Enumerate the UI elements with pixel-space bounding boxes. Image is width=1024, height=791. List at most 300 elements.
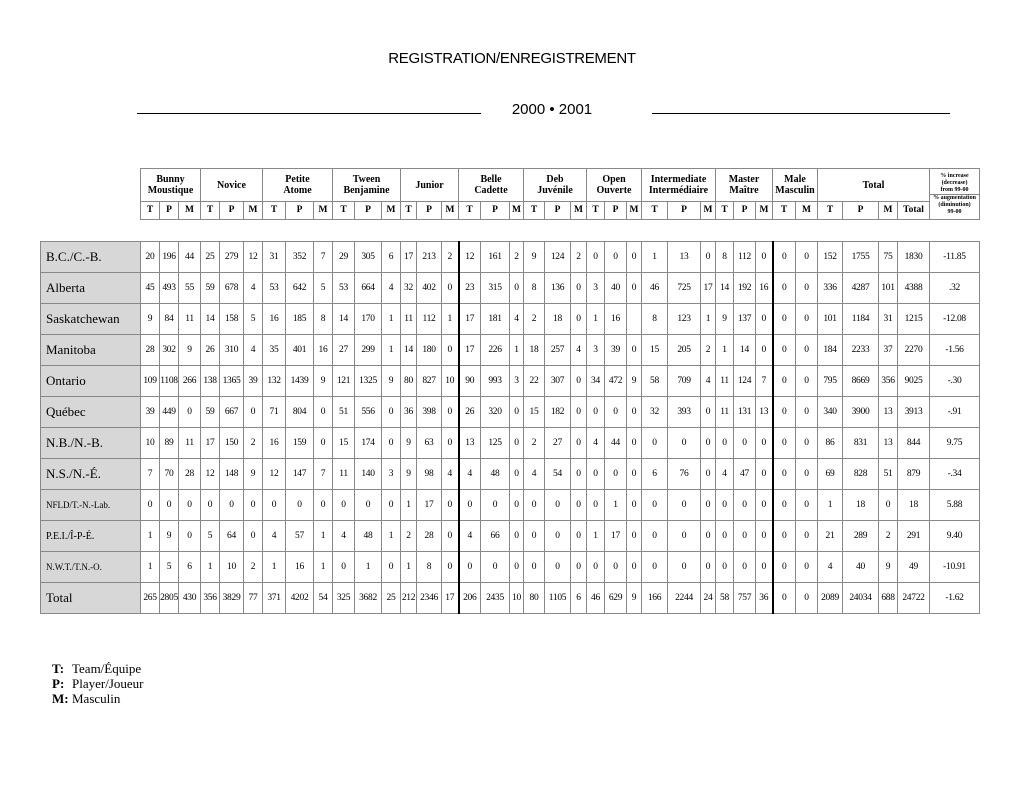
table-row	[41, 459, 980, 490]
table-cell: 192	[734, 273, 756, 304]
table-cell: 356	[879, 366, 898, 397]
table-cell: 0	[627, 490, 642, 521]
header-sub-label: M	[879, 202, 898, 220]
row-percent-change: -.30	[930, 366, 980, 397]
table-cell: 9	[314, 366, 333, 397]
table-cell: 18	[524, 335, 545, 366]
table-cell: 4	[263, 521, 286, 552]
table-cell	[627, 304, 642, 335]
table-cell: 26	[201, 335, 220, 366]
table-cell: 9	[401, 459, 417, 490]
table-cell: 31	[263, 242, 286, 273]
table-cell: 0	[773, 583, 796, 614]
table-cell: 0	[605, 552, 627, 583]
table-cell: 17	[442, 583, 459, 614]
table-cell: 1	[587, 304, 605, 335]
table-cell: 827	[417, 366, 442, 397]
table-cell: 0	[587, 459, 605, 490]
table-cell: 0	[333, 490, 355, 521]
table-cell: 0	[627, 521, 642, 552]
table-cell: 0	[314, 397, 333, 428]
table-cell: 0	[642, 490, 668, 521]
table-cell: 39	[605, 335, 627, 366]
table-cell: 2	[879, 521, 898, 552]
table-cell: 39	[244, 366, 263, 397]
table-cell: 0	[382, 397, 401, 428]
table-cell: 15	[333, 428, 355, 459]
table-cell: 90	[459, 366, 481, 397]
table-cell: 0	[796, 521, 818, 552]
table-cell: 53	[333, 273, 355, 304]
table-cell: 0	[627, 242, 642, 273]
table-cell: 9	[524, 242, 545, 273]
table-row	[41, 583, 980, 614]
table-cell: 170	[355, 304, 382, 335]
table-cell: 556	[355, 397, 382, 428]
table-cell: 16	[263, 428, 286, 459]
table-cell: 1105	[545, 583, 571, 614]
table-cell: 34	[587, 366, 605, 397]
table-cell: 29	[333, 242, 355, 273]
table-row	[41, 397, 980, 428]
table-cell: 46	[642, 273, 668, 304]
table-cell: 35	[263, 335, 286, 366]
table-cell: 1	[716, 335, 734, 366]
table-cell: 136	[545, 273, 571, 304]
table-cell: 0	[571, 397, 587, 428]
header-group	[459, 169, 524, 202]
table-cell: 69	[818, 459, 843, 490]
table-cell: 1	[382, 335, 401, 366]
table-cell: 14	[333, 304, 355, 335]
header-percent-fr	[930, 195, 979, 216]
table-cell: 8	[642, 304, 668, 335]
table-cell: 15	[642, 335, 668, 366]
table-cell: 63	[417, 428, 442, 459]
table-cell: 7	[141, 459, 160, 490]
table-cell: 14	[401, 335, 417, 366]
header-group-male	[773, 169, 818, 202]
header-sub-label: M	[442, 202, 459, 220]
row-total: 18	[898, 490, 930, 521]
row-percent-change: 9.40	[930, 521, 980, 552]
table-cell: 4	[244, 273, 263, 304]
table-cell: 15	[524, 397, 545, 428]
table-cell: 152	[818, 242, 843, 273]
header-label-line: % increase	[940, 172, 969, 179]
table-cell: 0	[571, 459, 587, 490]
table-cell: 0	[545, 552, 571, 583]
table-cell: 305	[355, 242, 382, 273]
table-cell: 0	[442, 521, 459, 552]
province-label: Ontario	[41, 366, 141, 397]
header-percent-en	[930, 173, 979, 195]
header-sub-label: T	[459, 202, 481, 220]
table-cell: 40	[843, 552, 879, 583]
table-cell: 0	[756, 335, 773, 366]
table-cell: 1	[201, 552, 220, 583]
header-label-line: Intermédiaire	[648, 185, 709, 196]
row-total: 1830	[898, 242, 930, 273]
table-cell: 0	[796, 583, 818, 614]
table-cell: 2	[510, 242, 524, 273]
table-cell: 993	[481, 366, 510, 397]
table-cell: 23	[459, 273, 481, 304]
table-cell: 2	[442, 242, 459, 273]
header-label-line: Juvénile	[537, 185, 573, 196]
table-cell: 0	[382, 490, 401, 521]
table-row	[41, 428, 980, 459]
header-sub-label: P	[843, 202, 879, 220]
table-cell: 0	[314, 490, 333, 521]
table-cell: 0	[571, 428, 587, 459]
table-cell: 4	[701, 366, 716, 397]
table-cell: 0	[179, 521, 201, 552]
row-total: 3913	[898, 397, 930, 428]
table-cell: 14	[716, 273, 734, 304]
table-cell: 0	[571, 521, 587, 552]
table-cell: 32	[642, 397, 668, 428]
table-cell: 6	[571, 583, 587, 614]
header-label-line: Maître	[729, 185, 759, 196]
table-cell: 0	[773, 428, 796, 459]
table-cell: 325	[333, 583, 355, 614]
table-cell: 125	[481, 428, 510, 459]
table-cell: 0	[605, 397, 627, 428]
table-cell: 3900	[843, 397, 879, 428]
legend	[52, 661, 143, 706]
table-cell: 0	[756, 552, 773, 583]
table-cell: 0	[668, 428, 701, 459]
table-cell: 0	[442, 552, 459, 583]
table-cell: 6	[642, 459, 668, 490]
table-cell: 53	[263, 273, 286, 304]
table-cell: 0	[510, 397, 524, 428]
table-cell: 18	[545, 304, 571, 335]
table-cell: 0	[510, 428, 524, 459]
table-cell: 9	[879, 552, 898, 583]
table-cell: 121	[333, 366, 355, 397]
table-cell: 123	[668, 304, 701, 335]
table-cell: 2435	[481, 583, 510, 614]
table-cell: 28	[179, 459, 201, 490]
table-cell: 352	[286, 242, 314, 273]
table-cell: 132	[263, 366, 286, 397]
table-cell: 112	[417, 304, 442, 335]
table-cell: 0	[796, 459, 818, 490]
table-cell: 9	[401, 428, 417, 459]
table-cell: 0	[459, 552, 481, 583]
table-cell: 124	[734, 366, 756, 397]
table-cell: 13	[756, 397, 773, 428]
table-cell: 315	[481, 273, 510, 304]
table-cell: 9	[382, 366, 401, 397]
table-cell: 0	[668, 490, 701, 521]
table-cell: 0	[442, 273, 459, 304]
table-cell: 1439	[286, 366, 314, 397]
header-sub-label: T	[773, 202, 796, 220]
header-sub-label: T	[263, 202, 286, 220]
table-cell: 9	[179, 335, 201, 366]
table-cell: 196	[160, 242, 179, 273]
table-cell: 7	[314, 459, 333, 490]
table-cell: 0	[510, 490, 524, 521]
table-cell: 4	[510, 304, 524, 335]
table-cell: 0	[244, 490, 263, 521]
table-cell: 2	[701, 335, 716, 366]
table-cell: 0	[756, 428, 773, 459]
table-cell: 0	[220, 490, 244, 521]
table-cell: 0	[510, 521, 524, 552]
header-sub-label: P	[220, 202, 244, 220]
table-cell: 22	[524, 366, 545, 397]
table-cell: 12	[263, 459, 286, 490]
header-label-line: Junior	[415, 179, 444, 191]
row-percent-change: .32	[930, 273, 980, 304]
table-cell: 0	[286, 490, 314, 521]
table-cell: 299	[355, 335, 382, 366]
row-percent-change: -.91	[930, 397, 980, 428]
header-sub-total: Total	[898, 202, 930, 220]
header-sub-label: M	[796, 202, 818, 220]
header-sub-label: T	[818, 202, 843, 220]
table-cell: 356	[201, 583, 220, 614]
table-cell: 0	[773, 242, 796, 273]
table-cell: 28	[417, 521, 442, 552]
table-cell: 1	[382, 304, 401, 335]
table-cell: 0	[442, 335, 459, 366]
table-cell: 27	[333, 335, 355, 366]
legend-key: P:	[52, 676, 65, 691]
table-cell: 4	[524, 459, 545, 490]
table-cell: 16	[263, 304, 286, 335]
table-cell: 1	[355, 552, 382, 583]
table-cell: 0	[756, 304, 773, 335]
table-cell: 0	[510, 552, 524, 583]
province-label: N.S./N.-É.	[41, 459, 141, 490]
table-cell: 0	[796, 242, 818, 273]
table-cell: 205	[668, 335, 701, 366]
table-cell: 70	[160, 459, 179, 490]
table-cell: 4287	[843, 273, 879, 304]
header-label-line: Belle	[480, 174, 502, 185]
header-sub-label: M	[756, 202, 773, 220]
legend-key: T:	[52, 661, 65, 676]
table-cell: 0	[642, 428, 668, 459]
header-group	[642, 169, 716, 202]
table-cell: 3	[587, 273, 605, 304]
table-cell: 642	[286, 273, 314, 304]
header-label-line: % augmentation	[933, 194, 976, 201]
table-cell: 101	[879, 273, 898, 304]
header-group	[333, 169, 401, 202]
table-cell: 0	[773, 366, 796, 397]
header-group	[263, 169, 333, 202]
table-cell: 158	[220, 304, 244, 335]
table-cell: 0	[796, 428, 818, 459]
table-cell: 1	[510, 335, 524, 366]
table-cell: 112	[734, 242, 756, 273]
legend-item	[52, 661, 143, 676]
table-cell: 147	[286, 459, 314, 490]
table-cell: 166	[642, 583, 668, 614]
header-sub-label: T	[141, 202, 160, 220]
table-cell: 86	[818, 428, 843, 459]
table-cell: 12	[244, 242, 263, 273]
table-cell: 4	[442, 459, 459, 490]
table-cell: 39	[141, 397, 160, 428]
table-cell: 1	[442, 304, 459, 335]
table-cell: 0	[382, 428, 401, 459]
table-cell: 0	[701, 521, 716, 552]
table-cell: 80	[401, 366, 417, 397]
table-cell: 101	[818, 304, 843, 335]
table-cell: 3	[382, 459, 401, 490]
table-cell: 340	[818, 397, 843, 428]
table-cell: 12	[201, 459, 220, 490]
table-cell: 45	[141, 273, 160, 304]
page-title: REGISTRATION/ENREGISTREMENT	[388, 50, 636, 67]
table-cell: 8	[716, 242, 734, 273]
table-cell: 9	[141, 304, 160, 335]
header-group	[587, 169, 642, 202]
table-cell: 279	[220, 242, 244, 273]
legend-text: Team/Équipe	[72, 661, 142, 676]
table-cell: 688	[879, 583, 898, 614]
table-cell: 6	[382, 242, 401, 273]
table-cell: 1	[263, 552, 286, 583]
province-label: NFLD/T.-N.-Lab.	[41, 490, 141, 521]
province-label: Total	[41, 583, 141, 614]
province-label: B.C./C.-B.	[41, 242, 141, 273]
table-cell: 0	[605, 242, 627, 273]
table-cell: 402	[417, 273, 442, 304]
table-cell: 213	[417, 242, 442, 273]
table-cell: 0	[773, 459, 796, 490]
table-cell: 0	[141, 490, 160, 521]
table-cell: 9	[627, 583, 642, 614]
row-total: 24722	[898, 583, 930, 614]
header-sub-label: T	[524, 202, 545, 220]
header-sub-label: M	[314, 202, 333, 220]
table-cell: 257	[545, 335, 571, 366]
header-sub-label: T	[201, 202, 220, 220]
table-cell: 9	[627, 366, 642, 397]
table-cell: 89	[160, 428, 179, 459]
table-cell: 0	[716, 490, 734, 521]
table-cell: 0	[244, 521, 263, 552]
table-cell: 1	[141, 552, 160, 583]
header-label-line: Masculin	[775, 185, 815, 196]
table-cell: 664	[355, 273, 382, 304]
table-cell: 3	[510, 366, 524, 397]
table-cell: 0	[756, 459, 773, 490]
table-cell: 64	[220, 521, 244, 552]
table-cell: 0	[442, 428, 459, 459]
table-cell: 24034	[843, 583, 879, 614]
table-cell: 138	[201, 366, 220, 397]
table-cell: 159	[286, 428, 314, 459]
table-cell: 4	[459, 521, 481, 552]
table-cell: 0	[796, 490, 818, 521]
header-sub-label: P	[286, 202, 314, 220]
table-cell: 1	[382, 521, 401, 552]
row-percent-change: -.34	[930, 459, 980, 490]
table-cell: 0	[571, 304, 587, 335]
table-cell: 0	[160, 490, 179, 521]
header-percent	[930, 169, 980, 220]
table-cell: 0	[701, 242, 716, 273]
table-cell: 17	[417, 490, 442, 521]
table-cell: 40	[605, 273, 627, 304]
table-cell: 320	[481, 397, 510, 428]
table-cell: 4	[716, 459, 734, 490]
table-cell: 25	[382, 583, 401, 614]
table-cell: 1	[642, 242, 668, 273]
table-cell: 2	[244, 552, 263, 583]
table-cell: 0	[773, 490, 796, 521]
table-cell: 58	[642, 366, 668, 397]
table-cell: 336	[818, 273, 843, 304]
table-cell: 0	[333, 552, 355, 583]
province-label: Québec	[41, 397, 141, 428]
table-cell: 24	[701, 583, 716, 614]
table-cell: 44	[179, 242, 201, 273]
table-cell: 17	[201, 428, 220, 459]
table-cell: 7	[756, 366, 773, 397]
table-cell: 8	[524, 273, 545, 304]
header-sub-label: P	[545, 202, 571, 220]
table-cell: 76	[668, 459, 701, 490]
table-cell: 13	[879, 397, 898, 428]
table-cell: 10	[220, 552, 244, 583]
table-cell: 1184	[843, 304, 879, 335]
table-cell: 16	[756, 273, 773, 304]
table-cell: 0	[179, 490, 201, 521]
table-cell: 71	[263, 397, 286, 428]
table-cell: 1	[701, 304, 716, 335]
row-total: 844	[898, 428, 930, 459]
header-sub-label: M	[701, 202, 716, 220]
table-row	[41, 366, 980, 397]
table-cell: 47	[734, 459, 756, 490]
table-cell: 795	[818, 366, 843, 397]
table-cell: 4202	[286, 583, 314, 614]
table-cell: 449	[160, 397, 179, 428]
table-cell: 0	[796, 552, 818, 583]
table-cell: 0	[796, 335, 818, 366]
table-cell: 21	[818, 521, 843, 552]
table-cell: 371	[263, 583, 286, 614]
legend-text: Player/Joueur	[72, 676, 144, 691]
table-row	[41, 335, 980, 366]
header-group	[401, 169, 459, 202]
table-cell: 1	[314, 521, 333, 552]
table-cell: 2805	[160, 583, 179, 614]
table-cell: 131	[734, 397, 756, 428]
table-cell: 5	[201, 521, 220, 552]
table-cell: 0	[734, 428, 756, 459]
row-total: 291	[898, 521, 930, 552]
table-cell: 0	[587, 490, 605, 521]
table-cell: 725	[668, 273, 701, 304]
table-cell: 16	[286, 552, 314, 583]
table-cell: 4	[459, 459, 481, 490]
table-cell: 13	[879, 428, 898, 459]
table-cell: 1755	[843, 242, 879, 273]
table-cell: 0	[627, 397, 642, 428]
table-cell: 54	[545, 459, 571, 490]
